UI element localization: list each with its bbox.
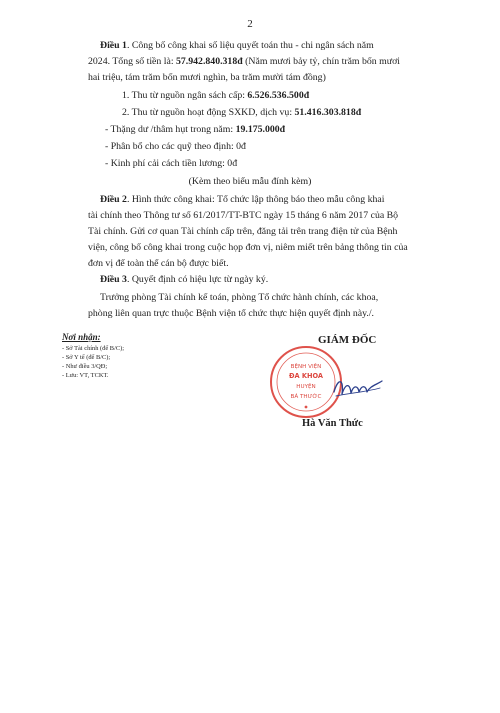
article3-label: Điều 3: [100, 274, 127, 285]
service-revenue-value: 51.416.303.818đ: [294, 107, 362, 118]
attached-note: (Kèm theo biểu mẫu đính kèm): [188, 176, 312, 187]
article1-line3: hai triệu, tám trăm bốn mươi nghìn, ba trăm mười tám đồng): [88, 72, 326, 83]
stamp-text: HUYỆN: [296, 384, 316, 390]
recipient-item: - Sở Tài chính (để B/C);: [62, 345, 125, 352]
article2-line3: Tài chính. Gửi cơ quan Tài chính cấp trên, đăng tải trên trang điện tử của Bệnh: [88, 226, 398, 237]
surplus-value: 19.175.000đ: [235, 124, 286, 135]
recipients-title: Nơi nhận:: [62, 332, 101, 342]
closing-line2: phòng liên quan trực thuộc Bệnh viện tổ chức thực hiện quyết định này./.: [88, 308, 375, 319]
signer-name: Hà Văn Thức: [302, 418, 363, 429]
article2-line2: tài chính theo Thông tư số 61/2017/TT-BTC ngày 15 tháng 6 năm 2017 của Bộ: [88, 210, 399, 221]
article1-line1: Điều 1. Công bố công khai số liệu quyết toán thu - chi ngân sách năm: [100, 40, 374, 51]
article2-label: Điều 2: [100, 194, 127, 205]
article2-line5: đơn vị để toàn thể cán bộ được biết.: [88, 258, 229, 269]
recipient-item: - Sở Y tế (để B/C);: [62, 354, 111, 361]
recipient-item: - Lưu: VT, TCKT.: [62, 372, 109, 379]
article1-line2: 2024. Tổng số tiền là: 57.942.840.318đ (Năm mươi bảy tỷ, chín trăm bốn mươi: [88, 56, 400, 67]
closing-line1: Trưởng phòng Tài chính kế toán, phòng Tổ chức hành chính, các khoa,: [100, 292, 379, 303]
budget-revenue-value: 6.526.536.500đ: [247, 90, 310, 101]
stamp-text: BÁ THƯỚC: [290, 394, 322, 400]
stamp-text: BỆNH VIỆN: [290, 364, 322, 370]
budget-revenue-line: 1. Thu từ nguồn ngân sách cấp: 6.526.536.500đ: [122, 90, 310, 101]
article2-line4: viện, công bố công khai trong cuộc họp đơn vị, niêm miết trên bảng thông tin của: [88, 242, 408, 253]
total-amount: 57.942.840.318đ: [176, 56, 243, 67]
signer-title: GIÁM ĐỐC: [318, 334, 377, 346]
funds-line: - Phân bổ cho các quỹ theo định: 0đ: [105, 141, 246, 152]
handwritten-signature: [330, 372, 386, 402]
article1-label: Điều 1: [100, 40, 127, 51]
page-number: 2: [247, 18, 253, 30]
salary-reform-line: - Kinh phí cải cách tiền lương: 0đ: [105, 158, 238, 169]
service-revenue-line: 2. Thu từ nguồn hoạt động SXKD, dịch vụ: 51.416.303.818đ: [122, 107, 362, 118]
surplus-line: - Thặng dư /thâm hụt trong năm: 19.175.000đ: [105, 124, 286, 135]
article3-line1: Điều 3. Quyết định có hiệu lực từ ngày ký.: [100, 274, 269, 285]
recipient-item: - Như điều 3/QĐ;: [62, 363, 108, 370]
article2-line1: Điều 2. Hình thức công khai: Tổ chức lập thông báo theo mẫu công khai: [100, 194, 385, 205]
stamp-text: ĐA KHOA: [288, 372, 324, 380]
